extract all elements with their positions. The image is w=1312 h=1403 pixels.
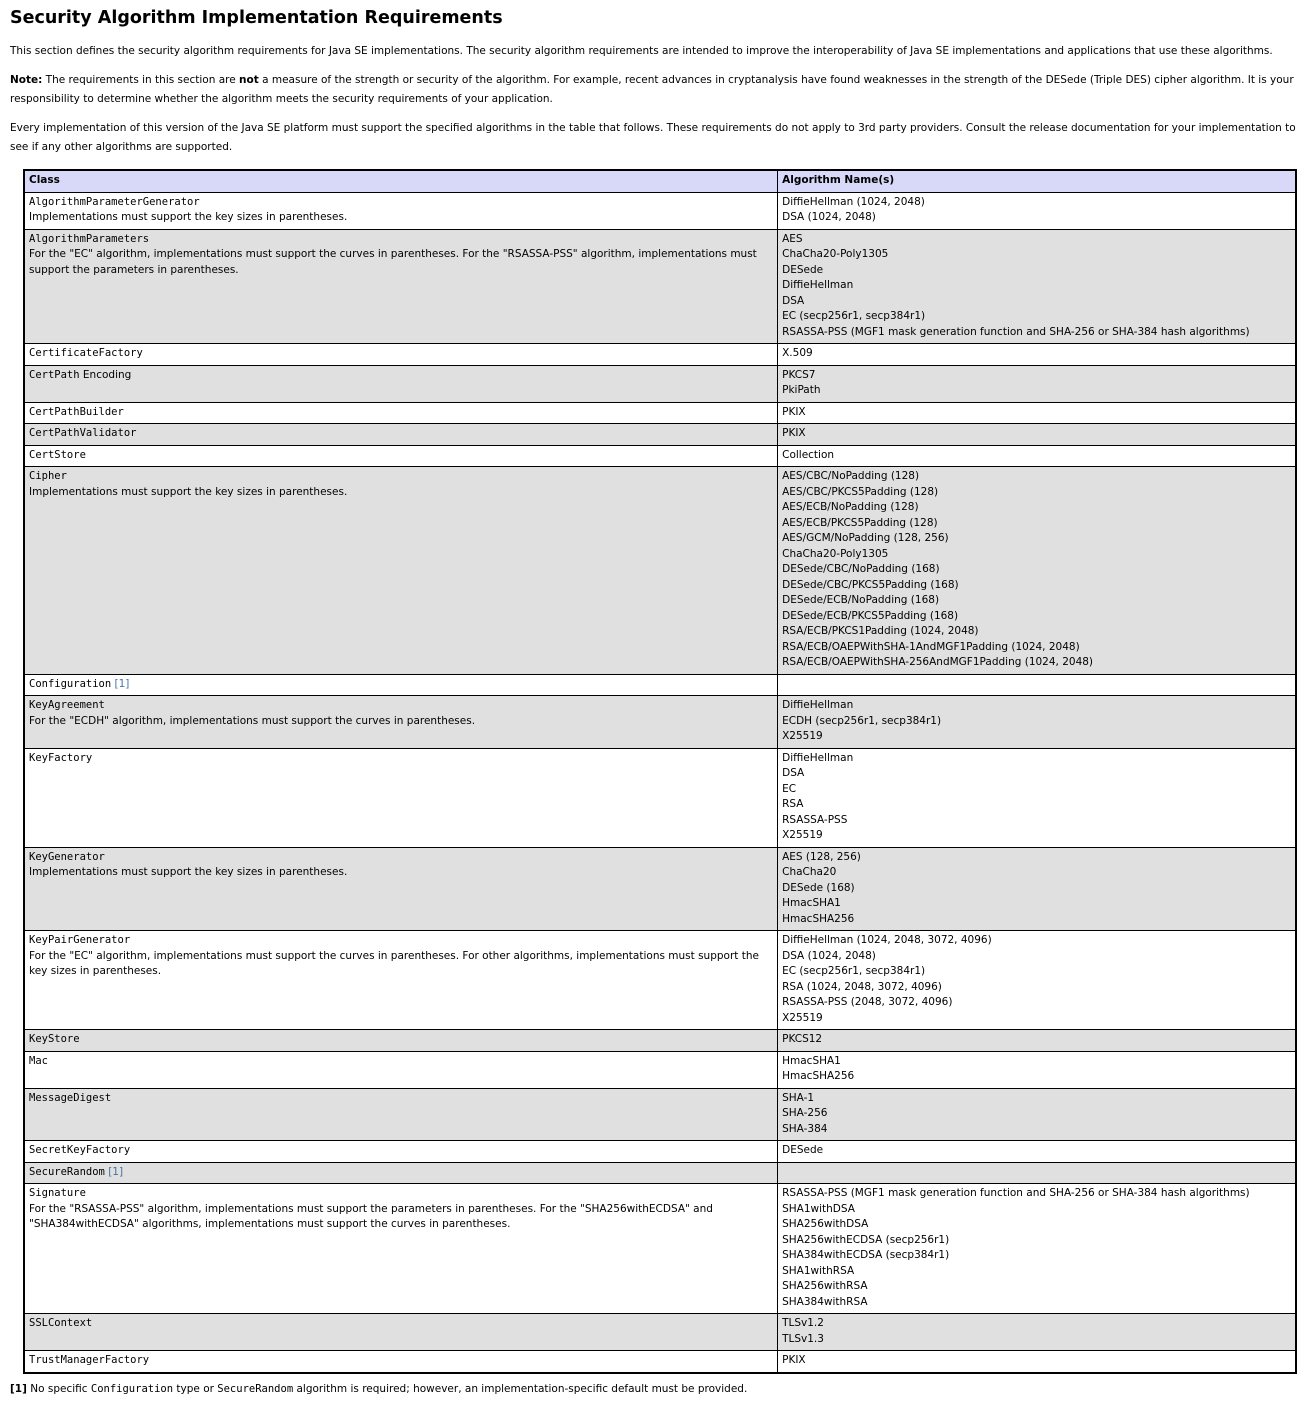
table-row bbox=[24, 344, 1296, 366]
class-name: KeyAgreement bbox=[29, 699, 105, 711]
algorithms-cell bbox=[778, 931, 1296, 1030]
class-description: Implementations must support the key sizes in parentheses. bbox=[29, 866, 348, 878]
algorithms-cell bbox=[778, 467, 1296, 675]
algorithm-name: PkiPath bbox=[782, 384, 821, 396]
class-cell bbox=[24, 674, 778, 696]
algorithm-name: SHA256withDSA bbox=[782, 1218, 869, 1230]
algorithm-name: RSA/ECB/PKCS1Padding (1024, 2048) bbox=[782, 625, 979, 637]
class-name: SecretKeyFactory bbox=[29, 1144, 131, 1156]
algorithm-name: PKIX bbox=[782, 1354, 806, 1366]
algorithm-name: RSASSA-PSS (MGF1 mask generation function and SHA-256 or SHA-384 hash algorithms) bbox=[782, 1187, 1250, 1199]
class-name: CertPathBuilder bbox=[29, 405, 124, 418]
class-name: Signature bbox=[29, 1187, 86, 1199]
algorithm-name: PKIX bbox=[782, 405, 806, 418]
algorithms-cell bbox=[778, 445, 1296, 467]
note-text-pre: The requirements in this section are bbox=[42, 74, 240, 86]
algorithms-cell bbox=[778, 1351, 1296, 1373]
algorithm-name: HmacSHA256 bbox=[782, 912, 855, 925]
class-name: KeyFactory bbox=[29, 751, 93, 764]
algorithm-name: RSA (1024, 2048, 3072, 4096) bbox=[782, 980, 942, 993]
algorithm-name: DiffieHellman (1024, 2048, 3072, 4096) bbox=[782, 934, 992, 946]
algorithm-name: SHA-256 bbox=[782, 1107, 828, 1119]
class-cell bbox=[24, 1088, 778, 1141]
footnote-marker: [1] bbox=[10, 1382, 27, 1395]
class-description: For the "ECDH" algorithm, implementations must support the curves in parentheses. bbox=[29, 714, 476, 727]
table-row bbox=[24, 1141, 1296, 1163]
algorithm-name: ChaCha20-Poly1305 bbox=[782, 248, 889, 260]
class-name-line bbox=[29, 850, 773, 866]
class-name-line bbox=[29, 1143, 773, 1159]
algorithm-name: X25519 bbox=[782, 1011, 823, 1024]
algorithm-name: HmacSHA1 bbox=[782, 897, 841, 909]
table-row bbox=[24, 1088, 1296, 1141]
class-name: TrustManagerFactory bbox=[29, 1354, 150, 1366]
class-name: SecureRandom bbox=[29, 1165, 105, 1178]
algorithm-name: DESede/ECB/PKCS5Padding (168) bbox=[782, 609, 959, 622]
algorithms-cell bbox=[778, 1184, 1296, 1314]
algorithm-name: AES (128, 256) bbox=[782, 850, 861, 863]
algorithm-name: PKCS7 bbox=[782, 368, 816, 381]
algorithms-cell bbox=[778, 424, 1296, 446]
algorithm-name: TLSv1.3 bbox=[782, 1332, 824, 1345]
note-emphasis-word: not bbox=[239, 74, 259, 86]
algorithm-name: AES/ECB/PKCS5Padding (128) bbox=[782, 516, 938, 529]
algorithm-name: SHA1withDSA bbox=[782, 1202, 855, 1215]
algorithm-name: DESede/ECB/NoPadding (168) bbox=[782, 594, 940, 606]
algorithm-name: SHA256withECDSA (secp256r1) bbox=[782, 1233, 950, 1246]
algorithms-cell bbox=[778, 1162, 1296, 1184]
algorithm-name: DSA (1024, 2048) bbox=[782, 949, 876, 962]
class-name: KeyGenerator bbox=[29, 850, 105, 863]
algorithm-name: AES/GCM/NoPadding (128, 256) bbox=[782, 532, 949, 544]
class-name: Mac bbox=[29, 1054, 48, 1067]
class-name-line bbox=[29, 232, 773, 248]
footnote-text-1: No specific bbox=[26, 1382, 91, 1395]
column-header-class: Class bbox=[24, 170, 778, 192]
algorithm-name: ChaCha20 bbox=[782, 866, 837, 878]
table-row bbox=[24, 445, 1296, 467]
algorithm-name: DSA (1024, 2048) bbox=[782, 211, 876, 223]
algorithm-name: SHA1withRSA bbox=[782, 1264, 855, 1277]
algorithm-name: RSASSA-PSS (MGF1 mask generation function and SHA-256 or SHA-384 hash algorithms) bbox=[782, 325, 1250, 338]
footnote-code-securerandom: SecureRandom bbox=[217, 1382, 294, 1395]
class-name: MessageDigest bbox=[29, 1091, 112, 1104]
table-row bbox=[24, 402, 1296, 424]
class-name: Configuration bbox=[29, 677, 112, 690]
algorithms-cell bbox=[778, 192, 1296, 229]
algorithm-name: AES/CBC/PKCS5Padding (128) bbox=[782, 485, 939, 498]
class-cell bbox=[24, 931, 778, 1030]
class-cell bbox=[24, 1030, 778, 1052]
class-name-line bbox=[29, 426, 773, 442]
intro-paragraph: This section defines the security algorithm requirements for Java SE implementations. The security algorithm requirements are intended to improve the interoperability of Java SE implementations and applications that use these algorithms. bbox=[10, 45, 1273, 57]
class-cell bbox=[24, 402, 778, 424]
table-row bbox=[24, 674, 1296, 696]
table-row bbox=[24, 1351, 1296, 1373]
class-name: AlgorithmParameterGenerator bbox=[29, 195, 200, 208]
class-name-line bbox=[29, 933, 773, 949]
class-cell bbox=[24, 229, 778, 344]
class-description: Implementations must support the key sizes in parentheses. bbox=[29, 211, 348, 223]
table-row bbox=[24, 1030, 1296, 1052]
algorithms-cell bbox=[778, 365, 1296, 402]
table-row bbox=[24, 1184, 1296, 1314]
class-cell bbox=[24, 696, 778, 749]
class-cell bbox=[24, 365, 778, 402]
class-description: Implementations must support the key sizes in parentheses. bbox=[29, 485, 348, 498]
algorithms-cell bbox=[778, 344, 1296, 366]
algorithms-cell bbox=[778, 748, 1296, 847]
class-name-suffix: Encoding bbox=[79, 368, 132, 381]
class-cell bbox=[24, 467, 778, 675]
algorithm-name: RSASSA-PSS bbox=[782, 813, 848, 826]
class-cell bbox=[24, 1184, 778, 1314]
table-header bbox=[24, 170, 1296, 192]
class-name-line bbox=[29, 1316, 773, 1332]
algorithms-cell bbox=[778, 847, 1296, 931]
algorithm-name: RSA/ECB/OAEPWithSHA-256AndMGF1Padding (1024, 2048) bbox=[782, 656, 1094, 668]
algorithm-name: DESede/CBC/NoPadding (168) bbox=[782, 563, 940, 575]
algorithm-name: X25519 bbox=[782, 730, 823, 742]
footnote-ref-link[interactable]: [1] bbox=[114, 677, 130, 690]
footnote-text-2: type or bbox=[173, 1382, 218, 1395]
class-cell bbox=[24, 344, 778, 366]
note-text-post: a measure of the strength or security of the algorithm. For example, recent advances in cryptanalysis have found weaknesses in the strength of the DESede (Triple DES) cipher algorithm. It is your responsibility to determine whether the algorithm meets the security requirements of your application. bbox=[10, 74, 1294, 105]
class-name-line bbox=[29, 1353, 773, 1369]
algorithm-name: EC bbox=[782, 782, 797, 795]
table-row bbox=[24, 1314, 1296, 1351]
algorithm-name: AES bbox=[782, 232, 803, 245]
footnote-ref-link[interactable]: [1] bbox=[108, 1165, 124, 1178]
class-cell bbox=[24, 1141, 778, 1163]
algorithm-name: EC (secp256r1, secp384r1) bbox=[782, 310, 926, 322]
algorithm-name: DESede/CBC/PKCS5Padding (168) bbox=[782, 578, 959, 591]
algorithm-name: ChaCha20-Poly1305 bbox=[782, 547, 889, 560]
table-row bbox=[24, 847, 1296, 931]
algorithm-name: SHA384withRSA bbox=[782, 1295, 868, 1308]
table-header-row bbox=[24, 170, 1296, 192]
class-name: CertificateFactory bbox=[29, 347, 143, 359]
table-row bbox=[24, 1162, 1296, 1184]
class-name-line bbox=[29, 1032, 773, 1048]
algorithm-name: DiffieHellman bbox=[782, 279, 854, 291]
class-cell bbox=[24, 1351, 778, 1373]
class-cell bbox=[24, 192, 778, 229]
table-row bbox=[24, 467, 1296, 675]
class-cell bbox=[24, 1162, 778, 1184]
class-cell bbox=[24, 424, 778, 446]
algorithm-name: DiffieHellman bbox=[782, 751, 854, 764]
class-cell bbox=[24, 847, 778, 931]
class-name-line bbox=[29, 1165, 773, 1181]
algorithm-table-body bbox=[24, 192, 1296, 1373]
algorithm-name: RSA/ECB/OAEPWithSHA-1AndMGF1Padding (1024, 2048) bbox=[782, 640, 1080, 653]
algorithms-cell bbox=[778, 696, 1296, 749]
class-name-line bbox=[29, 346, 773, 362]
class-cell bbox=[24, 445, 778, 467]
class-name-line bbox=[29, 448, 773, 464]
algorithm-name: DiffieHellman (1024, 2048) bbox=[782, 195, 925, 208]
class-name: AlgorithmParameters bbox=[29, 232, 150, 245]
algorithm-name: SHA-384 bbox=[782, 1122, 828, 1135]
class-name-line bbox=[29, 469, 773, 485]
algorithm-name: PKIX bbox=[782, 427, 806, 439]
algorithm-name: X.509 bbox=[782, 347, 813, 359]
class-name: CertPath bbox=[29, 368, 80, 381]
algorithm-name: SHA-1 bbox=[782, 1091, 815, 1104]
class-name: CertStore bbox=[29, 448, 86, 461]
algorithms-cell bbox=[778, 229, 1296, 344]
footnote-text-3: algorithm is required; however, an implementation-specific default must be provided. bbox=[293, 1382, 748, 1395]
algorithms-cell bbox=[778, 1088, 1296, 1141]
algorithm-name: DiffieHellman bbox=[782, 699, 854, 711]
class-name-line bbox=[29, 368, 773, 384]
footnote bbox=[10, 1381, 1302, 1397]
table-row bbox=[24, 229, 1296, 344]
class-name-line bbox=[29, 677, 773, 693]
algorithm-name: SHA256withRSA bbox=[782, 1280, 868, 1292]
note-label: Note: bbox=[10, 74, 43, 86]
algorithm-name: TLSv1.2 bbox=[782, 1317, 824, 1329]
security-algorithms-table bbox=[23, 169, 1297, 1374]
algorithm-name: DESede (168) bbox=[782, 881, 855, 894]
algorithm-name: X25519 bbox=[782, 829, 823, 841]
class-name-line bbox=[29, 405, 773, 421]
algorithm-name: AES/ECB/NoPadding (128) bbox=[782, 501, 919, 513]
algorithm-name: HmacSHA1 bbox=[782, 1054, 841, 1067]
class-name: CertPathValidator bbox=[29, 427, 137, 439]
table-row bbox=[24, 1051, 1296, 1088]
algorithm-name: DESede bbox=[782, 263, 824, 276]
class-description: For the "EC" algorithm, implementations must support the curves in parentheses. For the "RSASSA-PSS" algorithm, implementations must support the parameters in parentheses. bbox=[29, 248, 757, 276]
algorithm-name: AES/CBC/NoPadding (128) bbox=[782, 470, 920, 482]
table-row bbox=[24, 192, 1296, 229]
algorithms-cell bbox=[778, 1314, 1296, 1351]
class-name: KeyPairGenerator bbox=[29, 934, 131, 946]
table-intro-paragraph: Every implementation of this version of the Java SE platform must support the specified algorithms in the table that follows. These requirements do not apply to 3rd party providers. Consult the release documentation for your implementation to see if any other algorithms are supported. bbox=[10, 122, 1296, 153]
table-row bbox=[24, 424, 1296, 446]
class-cell bbox=[24, 1051, 778, 1088]
class-cell bbox=[24, 1314, 778, 1351]
class-name: KeyStore bbox=[29, 1033, 80, 1045]
algorithm-name: PKCS12 bbox=[782, 1033, 823, 1045]
table-row bbox=[24, 748, 1296, 847]
algorithm-name: SHA384withECDSA (secp384r1) bbox=[782, 1249, 950, 1261]
class-description: For the "EC" algorithm, implementations must support the curves in parentheses. For other algorithms, implementations must support the key sizes in parentheses. bbox=[29, 949, 759, 977]
page-title: Security Algorithm Implementation Requirements bbox=[10, 8, 503, 28]
class-cell bbox=[24, 748, 778, 847]
algorithm-name: DESede bbox=[782, 1144, 824, 1156]
algorithm-name: Collection bbox=[782, 448, 835, 461]
algorithm-name: HmacSHA256 bbox=[782, 1070, 855, 1082]
algorithms-cell bbox=[778, 674, 1296, 696]
class-name-line bbox=[29, 1091, 773, 1107]
class-name-line bbox=[29, 751, 773, 767]
footnote-code-configuration: Configuration bbox=[90, 1382, 174, 1395]
note-paragraph bbox=[10, 71, 1302, 109]
class-name-line bbox=[29, 195, 773, 211]
algorithms-cell bbox=[778, 1030, 1296, 1052]
algorithm-name: RSA bbox=[782, 798, 804, 810]
table-row bbox=[24, 931, 1296, 1030]
class-name: SSLContext bbox=[29, 1317, 93, 1329]
algorithm-name: DSA bbox=[782, 767, 805, 779]
class-name-line bbox=[29, 698, 773, 714]
class-description: For the "RSASSA-PSS" algorithm, implementations must support the parameters in parentheses. For the "SHA256withECDSA" and "SHA384withECDSA" algorithms, implementations must support the curves in parentheses. bbox=[29, 1202, 713, 1230]
table-row bbox=[24, 365, 1296, 402]
class-name-line bbox=[29, 1186, 773, 1202]
algorithm-name: DSA bbox=[782, 294, 805, 307]
algorithms-cell bbox=[778, 1051, 1296, 1088]
class-name: Cipher bbox=[29, 470, 67, 482]
algorithm-name: ECDH (secp256r1, secp384r1) bbox=[782, 714, 942, 727]
algorithms-cell bbox=[778, 402, 1296, 424]
table-row bbox=[24, 696, 1296, 749]
algorithm-name: EC (secp256r1, secp384r1) bbox=[782, 965, 926, 977]
algorithm-name: RSASSA-PSS (2048, 3072, 4096) bbox=[782, 996, 953, 1008]
class-name-line bbox=[29, 1054, 773, 1070]
column-header-algorithm-names: Algorithm Name(s) bbox=[778, 170, 1296, 192]
algorithms-cell bbox=[778, 1141, 1296, 1163]
